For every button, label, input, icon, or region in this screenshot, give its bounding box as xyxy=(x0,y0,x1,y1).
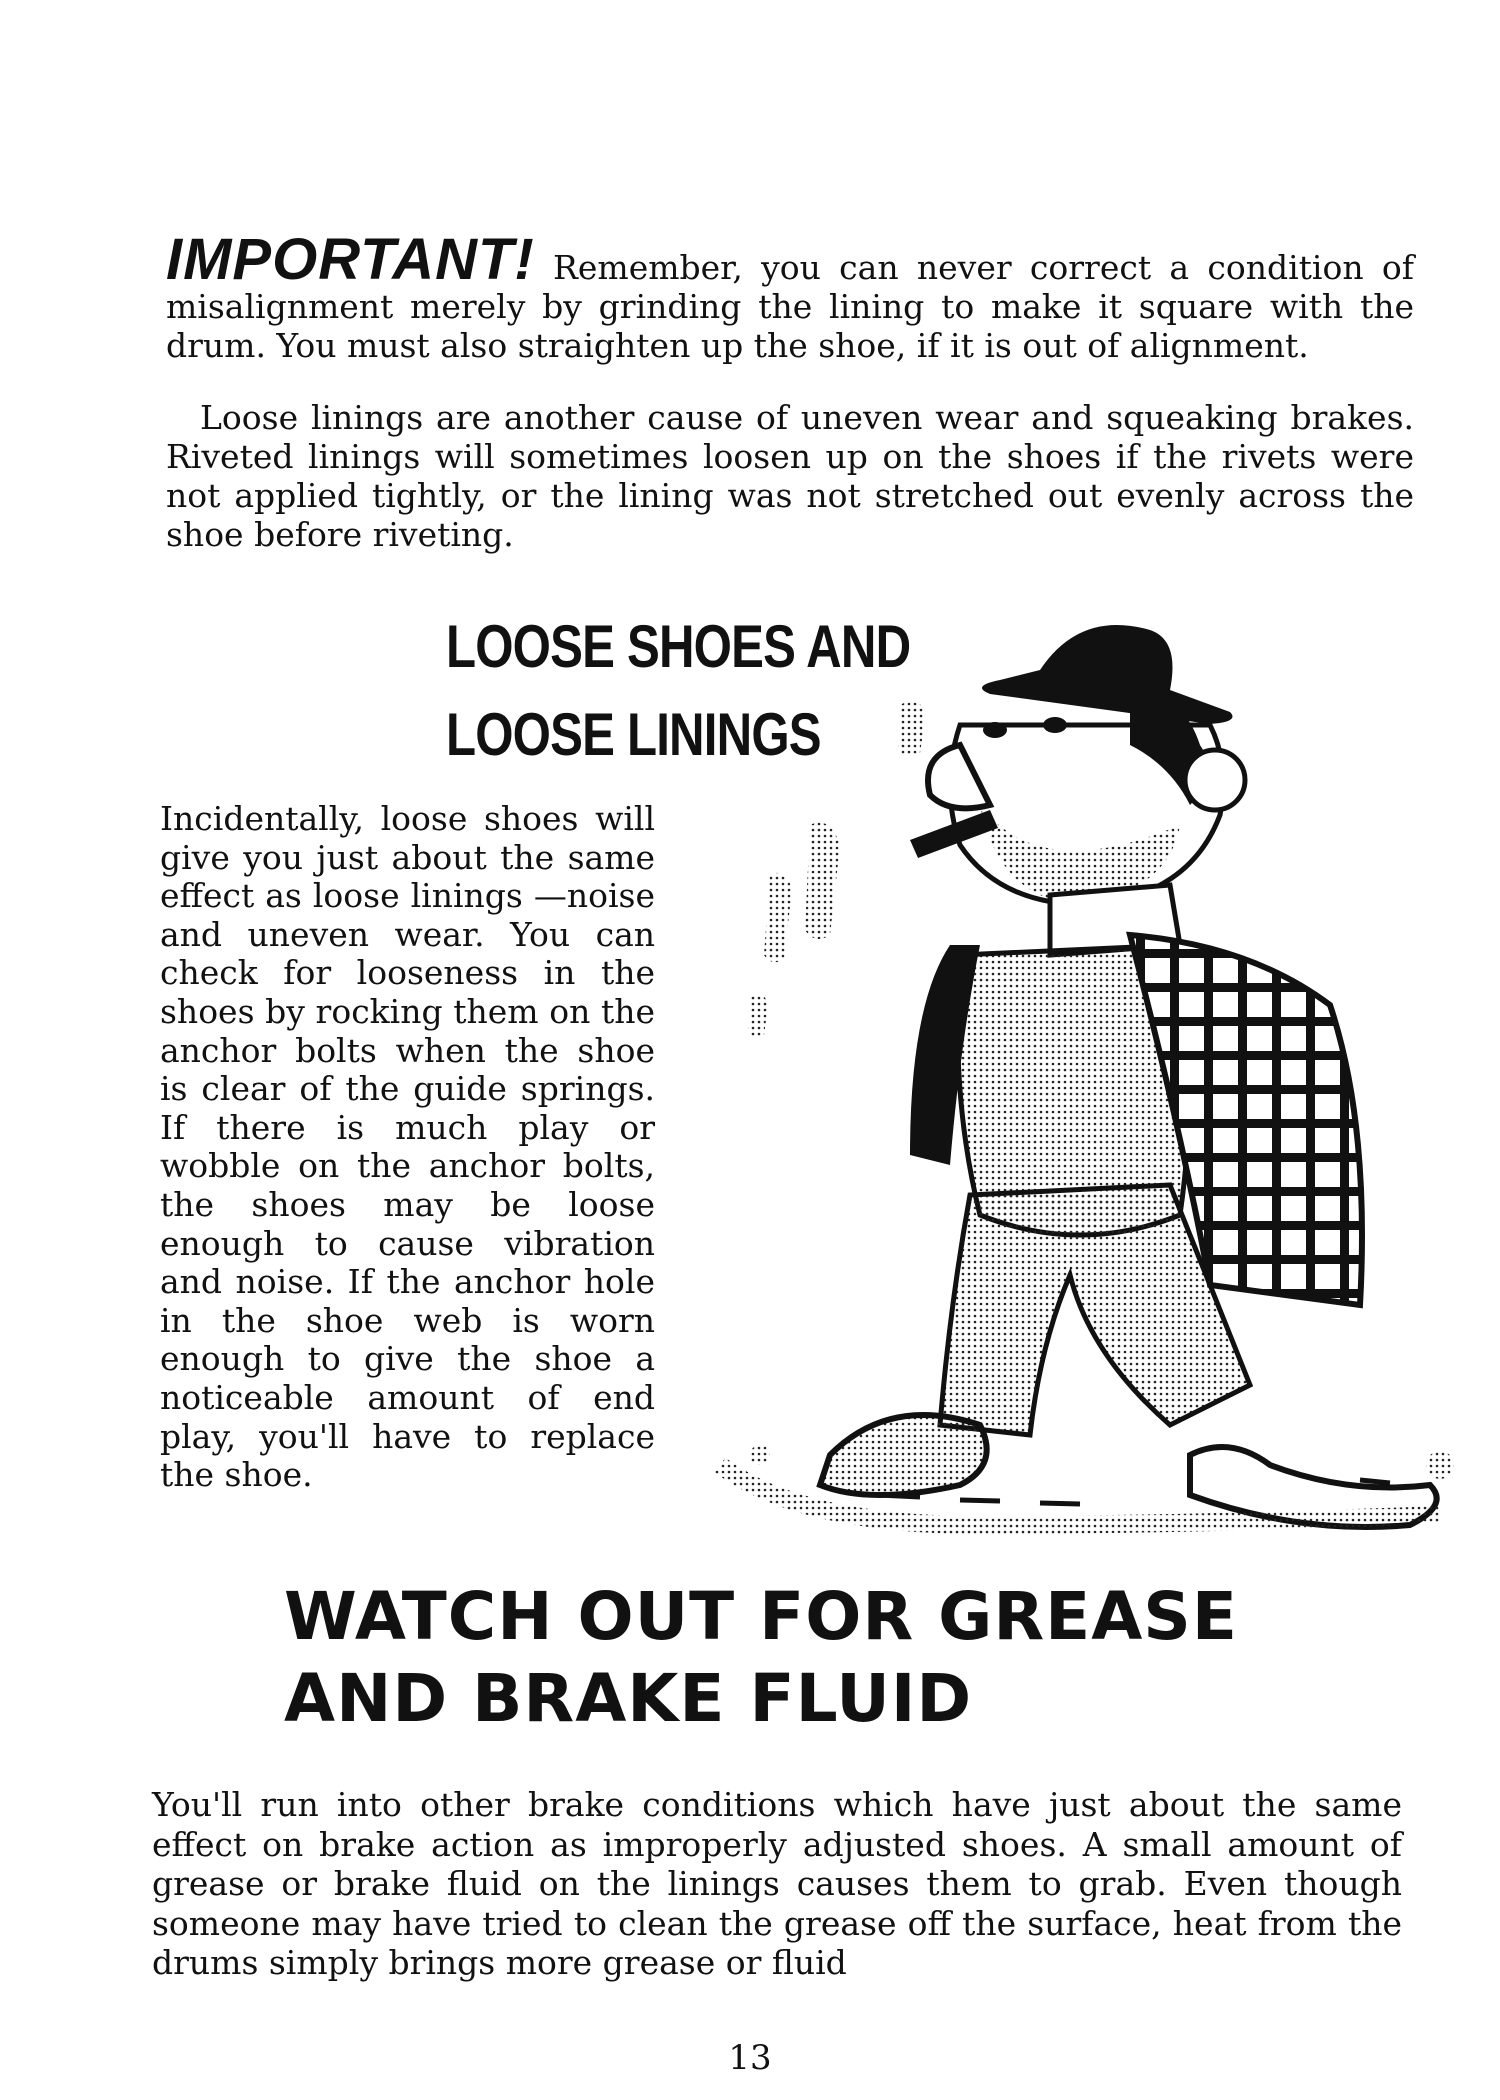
page-number: 13 xyxy=(728,2038,772,2078)
ground-dot xyxy=(1426,1451,1454,1479)
ground-dash xyxy=(1040,1503,1080,1504)
grease-paragraph: You'll run into other brake conditions which have just about the same effect on brake action as improperly adjusted shoes. A small amount of grease or brake fluid on the linings causes them to grab. Even though someone may have tried to clean the grease off the surface, heat from the drums simply brings more grease or fluid xyxy=(152,1785,1402,1982)
ground-dash xyxy=(960,1500,1000,1501)
illustration-title-line1: LOOSE SHOES AND xyxy=(446,613,911,680)
smoke-puff xyxy=(805,823,840,940)
eye xyxy=(983,722,1007,738)
smoke-puff xyxy=(764,873,792,962)
loose-linings-text: Loose linings are another cause of uneven wear and squeaking brakes. Riveted linings will sometimes loosen up on the shoes if the rivets were not applied tightly, or the lining was not stretched out evenly across the shoe before riveting. xyxy=(166,398,1414,554)
ground-dot xyxy=(750,1445,770,1465)
loose-shoes-paragraph: Incidentally, loose shoes will give you just about the same effect as loose linings —noise and uneven wear. You can check for looseness in the shoes by rocking them on the anchor bolts when the shoe is clear of the guide springs. If there is much play or wobble on the anchor bolts, the shoes may be loose enough to cause vibration and noise. If the anchor hole in the shoe web is worn enough to give the shoe a noticeable amount of end play, you'll have to replace the shoe. xyxy=(160,799,655,1495)
section-heading-line2: AND BRAKE FLUID xyxy=(284,1660,973,1737)
left-shoe xyxy=(820,1415,987,1495)
illustration-title-line2: LOOSE LININGS xyxy=(446,701,821,768)
intro-text: Remember, you can never correct a condition of misalignment merely by grinding the lining to make it square with the drum. You must also straighten up the shoe, if it is out of alignment. xyxy=(166,248,1414,365)
ground-dash xyxy=(880,1495,920,1497)
ear xyxy=(1185,750,1245,810)
important-label: IMPORTANT! xyxy=(166,227,535,292)
mechanic-cartoon-illustration xyxy=(660,575,1480,1545)
section-heading-line1: WATCH OUT FOR GREASE xyxy=(284,1578,1238,1655)
loose-linings-paragraph xyxy=(166,398,1414,554)
intro-paragraph xyxy=(166,227,1414,365)
smoke-puff xyxy=(898,701,926,756)
eye xyxy=(1043,717,1067,733)
ground-dash xyxy=(1360,1480,1390,1483)
smoke-puff xyxy=(748,993,768,1037)
section-heading xyxy=(284,1576,1384,1740)
hat xyxy=(982,625,1233,724)
